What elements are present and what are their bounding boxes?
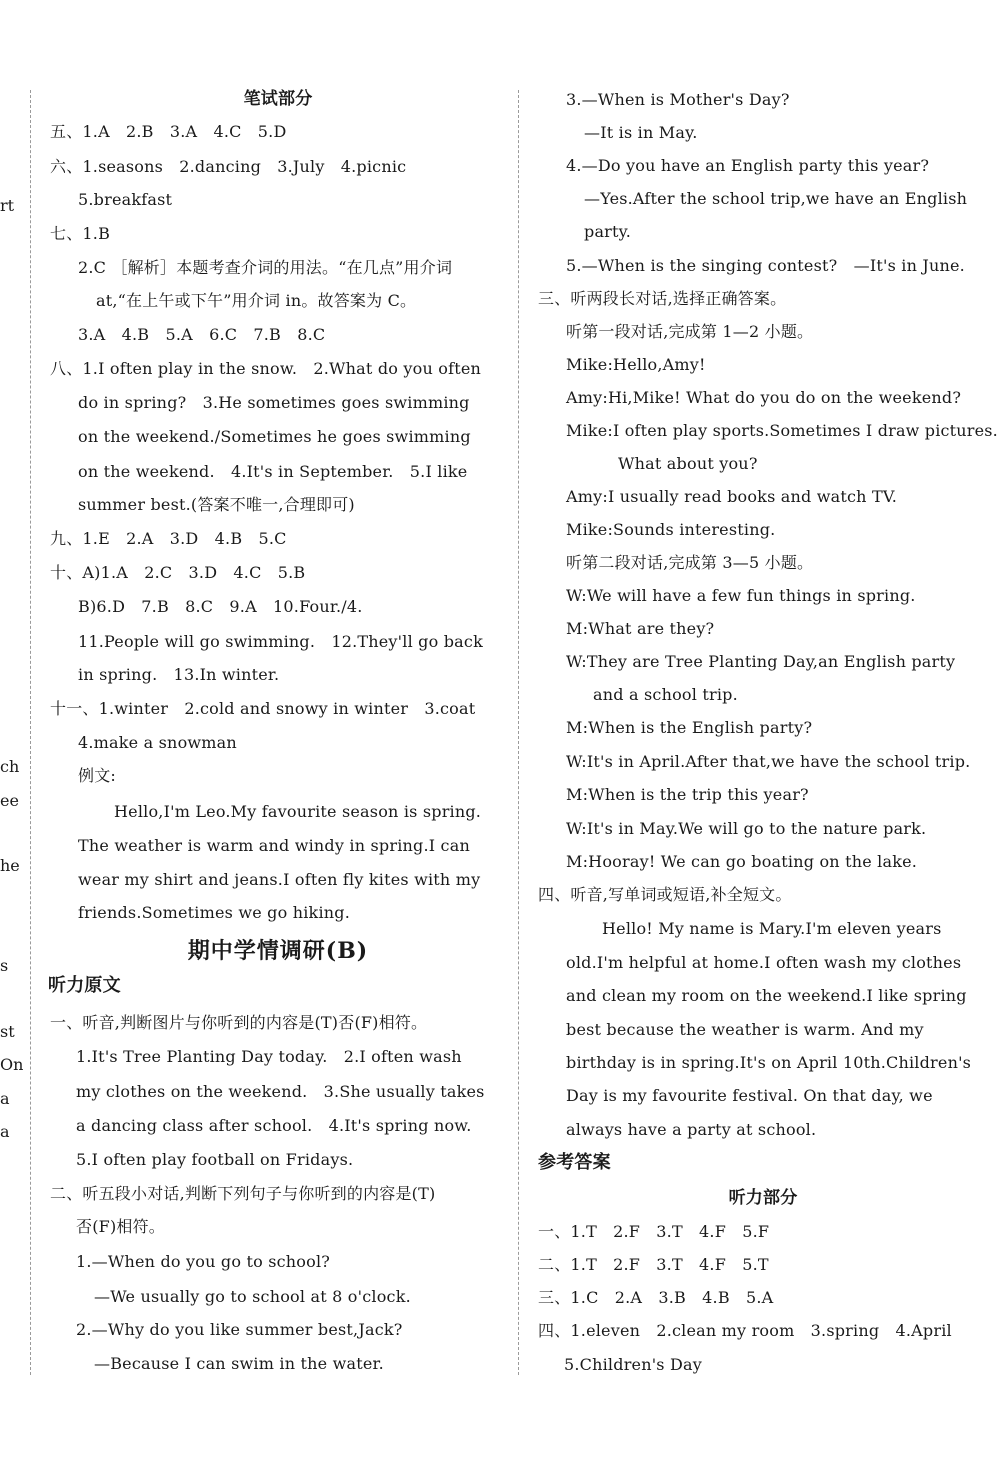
example-line: friends.Sometimes we go hiking. <box>78 903 350 922</box>
listening-text-heading: 听力原文 <box>48 975 121 996</box>
answer-line: 4.make a snowman <box>78 733 237 752</box>
answer-line: 3.A 4.B 5.A 6.C 7.B 8.C <box>78 325 326 344</box>
dialogue-line: Amy:Hi,Mike! What do you do on the weekend? <box>566 388 962 407</box>
answer-line: on the weekend. 4.It's in September. 5.I like <box>78 462 468 481</box>
instruction-line: 三、听两段长对话,选择正确答案。 <box>538 289 787 308</box>
instruction-line: 四、听音,写单词或短语,补全短文。 <box>538 885 792 904</box>
answer-line: 八、1.I often play in the snow. 2.What do you often <box>50 359 482 378</box>
transcript-line: 4.—Do you have an English party this year? <box>566 156 930 175</box>
dialogue-line: M:Hooray! We can go boating on the lake. <box>566 852 918 871</box>
example-line: The weather is warm and windy in spring.I can <box>78 836 470 855</box>
instruction-line: 一、听音,判断图片与你听到的内容是(T)否(F)相符。 <box>50 1013 428 1032</box>
answer-line: 十一、1.winter 2.cold and snowy in winter 3.coat <box>50 699 476 718</box>
transcript-line: party. <box>584 222 632 241</box>
edge-fragment: a <box>0 1089 10 1108</box>
dialogue-line: W:It's in April.After that,we have the school trip. <box>566 752 971 771</box>
transcript-line: —We usually go to school at 8 o'clock. <box>94 1287 411 1306</box>
answer-line: 九、1.E 2.A 3.D 4.B 5.C <box>50 529 287 548</box>
instruction-line: 听第一段对话,完成第 1—2 小题。 <box>566 322 814 341</box>
answer-line: 11.People will go swimming. 12.They'll go back <box>78 632 483 651</box>
answer-line: B)6.D 7.B 8.C 9.A 10.Four./4. <box>78 597 363 616</box>
edge-fragment: On <box>0 1055 24 1074</box>
column-divider-left <box>30 90 31 1375</box>
transcript-line: 5.I often play football on Fridays. <box>76 1150 354 1169</box>
dialogue-line: M:When is the English party? <box>566 718 813 737</box>
written-section-heading: 笔试部分 <box>243 89 313 109</box>
answer-line: 五、1.A 2.B 3.A 4.C 5.D <box>50 122 287 141</box>
transcript-line: my clothes on the weekend. 3.She usually takes <box>76 1082 485 1101</box>
transcript-line: 5.—When is the singing contest? —It's in June. <box>566 256 965 275</box>
transcript-line: 2.—Why do you like summer best,Jack? <box>76 1320 403 1339</box>
transcript-line: —Yes.After the school trip,we have an English <box>584 189 968 208</box>
dialogue-line: Mike:Sounds interesting. <box>566 520 776 539</box>
answer-line: do in spring? 3.He sometimes goes swimming <box>78 393 470 412</box>
answer-line: 六、1.seasons 2.dancing 3.July 4.picnic <box>50 157 407 176</box>
edge-fragment: a <box>0 1122 10 1141</box>
answer-line: 5.Children's Day <box>564 1355 703 1374</box>
passage-line: and clean my room on the weekend.I like spring <box>566 986 967 1005</box>
passage-line: best because the weather is warm. And my <box>566 1020 924 1039</box>
answer-line: 十、A)1.A 2.C 3.D 4.C 5.B <box>50 563 306 582</box>
edge-fragment: ee <box>0 791 19 810</box>
dialogue-line: Amy:I usually read books and watch TV. <box>566 487 898 506</box>
dialogue-line: Mike:I often play sports.Sometimes I draw pictures. <box>566 421 998 440</box>
answer-line: 三、1.C 2.A 3.B 4.B 5.A <box>538 1288 774 1307</box>
reference-answer-heading: 参考答案 <box>538 1152 611 1173</box>
example-line: Hello,I'm Leo.My favourite season is spring. <box>114 802 482 821</box>
dialogue-line: M:When is the trip this year? <box>566 785 809 804</box>
passage-line: always have a party at school. <box>566 1120 817 1139</box>
answer-line: 一、1.T 2.F 3.T 4.F 5.F <box>538 1222 770 1241</box>
answer-line: 2.C ［解析］本题考查介词的用法。“在几点”用介词 <box>78 258 453 277</box>
edge-fragment: s <box>0 956 9 975</box>
transcript-line: 3.—When is Mother's Day? <box>566 90 790 109</box>
transcript-line: a dancing class after school. 4.It's spring now. <box>76 1116 472 1135</box>
dialogue-line: What about you? <box>618 454 758 473</box>
transcript-line: —It is in May. <box>584 123 698 142</box>
dialogue-line: W:We will have a few fun things in spring. <box>566 586 916 605</box>
dialogue-line: W:It's in May.We will go to the nature park. <box>566 819 927 838</box>
instruction-line: 听第二段对话,完成第 3—5 小题。 <box>566 553 814 572</box>
transcript-line: 1.It's Tree Planting Day today. 2.I often wash <box>76 1047 462 1066</box>
dialogue-line: Mike:Hello,Amy! <box>566 355 706 374</box>
passage-line: old.I'm helpful at home.I often wash my clothes <box>566 953 962 972</box>
edge-fragment: ch <box>0 757 20 776</box>
passage-line: Day is my favourite festival. On that day, we <box>566 1086 933 1105</box>
answer-line: 七、1.B <box>50 224 111 243</box>
answer-line: in spring. 13.In winter. <box>78 665 280 684</box>
dialogue-line: W:They are Tree Planting Day,an English party <box>566 652 956 671</box>
listening-section-heading: 听力部分 <box>728 1188 798 1208</box>
transcript-line: —Because I can swim in the water. <box>94 1354 384 1373</box>
edge-fragment: rt <box>0 196 15 215</box>
answer-line: summer best.(答案不唯一,合理即可) <box>78 495 355 514</box>
passage-line: birthday is in spring.It's on April 10th.Children's <box>566 1053 972 1072</box>
edge-fragment: st <box>0 1022 15 1041</box>
passage-line: Hello! My name is Mary.I'm eleven years <box>602 919 942 938</box>
answer-line: at,“在上午或下午”用介词 in。故答案为 C。 <box>96 291 417 310</box>
answer-line: 二、1.T 2.F 3.T 4.F 5.T <box>538 1255 769 1274</box>
answer-line: 5.breakfast <box>78 190 173 209</box>
transcript-line: 1.—When do you go to school? <box>76 1252 331 1271</box>
example-label: 例文: <box>78 766 116 785</box>
instruction-line: 二、听五段小对话,判断下列句子与你听到的内容是(T) <box>50 1184 436 1203</box>
edge-fragment: he <box>0 856 20 875</box>
instruction-line: 否(F)相符。 <box>76 1217 165 1236</box>
answer-line: on the weekend./Sometimes he goes swimming <box>78 427 471 446</box>
example-line: wear my shirt and jeans.I often fly kites with my <box>78 870 481 889</box>
column-divider-center <box>518 90 519 1375</box>
midterm-title: 期中学情调研(B) <box>187 938 369 964</box>
dialogue-line: and a school trip. <box>593 685 738 704</box>
dialogue-line: M:What are they? <box>566 619 715 638</box>
answer-line: 四、1.eleven 2.clean my room 3.spring 4.April <box>538 1321 952 1340</box>
